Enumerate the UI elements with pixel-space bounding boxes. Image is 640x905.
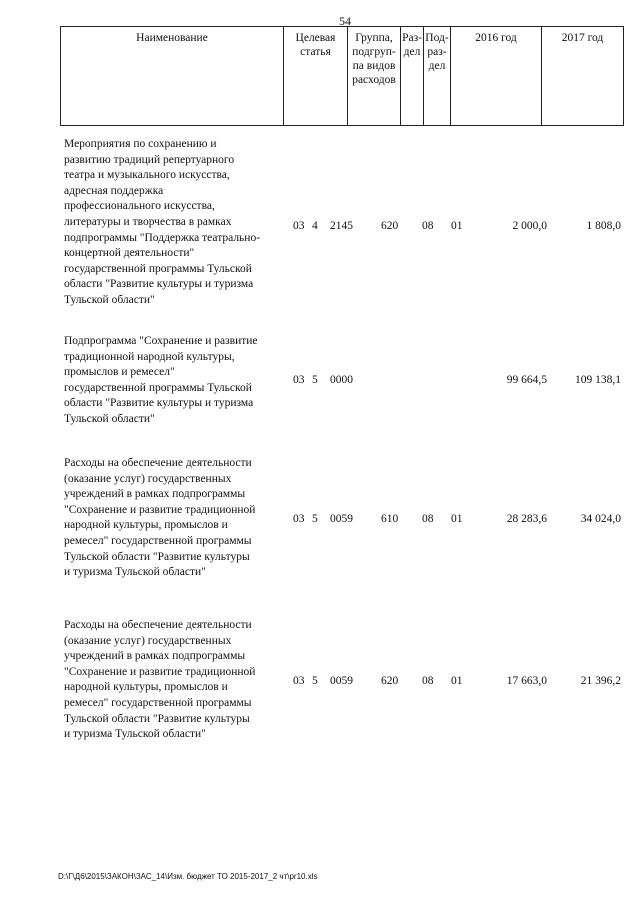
cs-code-2: 4: [312, 220, 318, 232]
row-name: [64, 456, 290, 581]
name-line: области "Развитие культуры и туризма: [64, 397, 254, 410]
header-name: Наименование: [60, 26, 284, 126]
value-2017: 1 808,0: [586, 220, 621, 232]
name-line: профессионального искусства,: [64, 200, 215, 213]
name-line: ремесел" государственной программы: [64, 534, 252, 547]
cs-code-1: 03: [293, 513, 305, 525]
name-line: "Сохранение и развитие традиционной: [64, 503, 256, 516]
name-line: учреждений в рамках подпрограммы: [64, 650, 246, 663]
value-2016: 28 283,6: [506, 513, 547, 525]
name-line: "Сохранение и развитие традиционной: [64, 665, 256, 678]
name-line: подпрограммы "Поддержка театрально-: [64, 231, 261, 244]
subsection: 01: [451, 220, 463, 232]
cs-code-2: 5: [312, 513, 318, 525]
name-line: Тульской области": [64, 412, 155, 425]
subsection: 01: [451, 675, 463, 687]
name-line: (оказание услуг) государственных: [64, 472, 232, 485]
page-number: 54: [339, 14, 351, 28]
header-2016: 2016 год: [450, 26, 542, 126]
header-line: дел: [428, 60, 446, 72]
cs-code-3: 2145: [330, 220, 353, 232]
cs-code-2: 5: [312, 374, 318, 386]
header-line: подгруп-: [352, 46, 396, 58]
cs-code-1: 03: [293, 374, 305, 386]
name-line: традиционной народной культуры,: [64, 350, 235, 363]
value-2017: 109 138,1: [575, 374, 621, 386]
name-line: народной культуры, промыслов и: [64, 681, 228, 694]
cs-code-3: 0000: [330, 374, 353, 386]
expense-group: 610: [381, 513, 399, 525]
name-line: промыслов и ремесел": [64, 366, 175, 379]
name-line: развитию традиций репертуарного: [64, 153, 235, 166]
table-header: [60, 26, 624, 126]
header-line: раз-: [427, 46, 447, 58]
row-name: [64, 618, 290, 743]
header-line: па видов: [352, 60, 396, 72]
header-line: расходов: [352, 74, 396, 86]
expense-group: 620: [381, 675, 399, 687]
name-line: и туризма Тульской области": [64, 728, 206, 741]
row-name: [64, 137, 290, 309]
name-line: адресная поддержка: [64, 184, 164, 197]
header-section: [400, 26, 424, 126]
name-line: государственной программы Тульской: [64, 381, 252, 394]
value-2016: 17 663,0: [506, 675, 547, 687]
name-line: Расходы на обеспечение деятельности: [64, 457, 252, 469]
name-line: Тульской области": [64, 293, 155, 306]
cs-code-1: 03: [293, 675, 305, 687]
row-name: [64, 334, 290, 428]
name-line: учреждений в рамках подпрограммы: [64, 488, 246, 501]
header-line: Группа,: [355, 32, 393, 44]
value-2016: 2 000,0: [512, 220, 547, 232]
value-2017: 21 396,2: [580, 675, 621, 687]
cs-code-3: 0059: [330, 675, 353, 687]
value-2016: 99 664,5: [506, 374, 547, 386]
header-2017: 2017 год: [541, 26, 624, 126]
cs-code-3: 0059: [330, 513, 353, 525]
header-target-article: [283, 26, 348, 126]
file-path-footer: D:\Г\Д6\2015\ЗАКОН\ЗАС_14\Изм. бюджет ТО 2015-2017_2 чт\pr10.xls: [58, 872, 318, 881]
name-line: Тульской области "Развитие культуры: [64, 550, 250, 563]
name-line: народной культуры, промыслов и: [64, 519, 228, 532]
value-2017: 34 024,0: [580, 513, 621, 525]
name-line: ремесел" государственной программы: [64, 696, 252, 709]
name-line: Подпрограмма "Сохранение и развитие: [64, 335, 258, 347]
header-line: Под-: [425, 32, 449, 44]
header-line: дел: [403, 46, 421, 58]
name-line: и туризма Тульской области": [64, 566, 206, 579]
header-line: Целевая: [295, 32, 336, 44]
name-line: литературы и творчества в рамках: [64, 215, 232, 228]
name-line: Мероприятия по сохранению и: [64, 138, 217, 150]
section: 08: [422, 675, 434, 687]
header-line: статья: [300, 46, 331, 58]
name-line: Тульской области "Развитие культуры: [64, 712, 250, 725]
name-line: Расходы на обеспечение деятельности: [64, 619, 252, 631]
name-line: области "Развитие культуры и туризма: [64, 278, 254, 291]
name-line: концертной деятельности": [64, 247, 195, 260]
expense-group: 620: [381, 220, 399, 232]
name-line: театра и музыкального искусства,: [64, 169, 230, 182]
section: 08: [422, 513, 434, 525]
name-line: государственной программы Тульской: [64, 262, 252, 275]
cs-code-1: 03: [293, 220, 305, 232]
header-line: Раз-: [402, 32, 422, 44]
name-line: (оказание услуг) государственных: [64, 634, 232, 647]
section: 08: [422, 220, 434, 232]
subsection: 01: [451, 513, 463, 525]
header-expense-group: [347, 26, 401, 126]
cs-code-2: 5: [312, 675, 318, 687]
header-subsection: [423, 26, 451, 126]
